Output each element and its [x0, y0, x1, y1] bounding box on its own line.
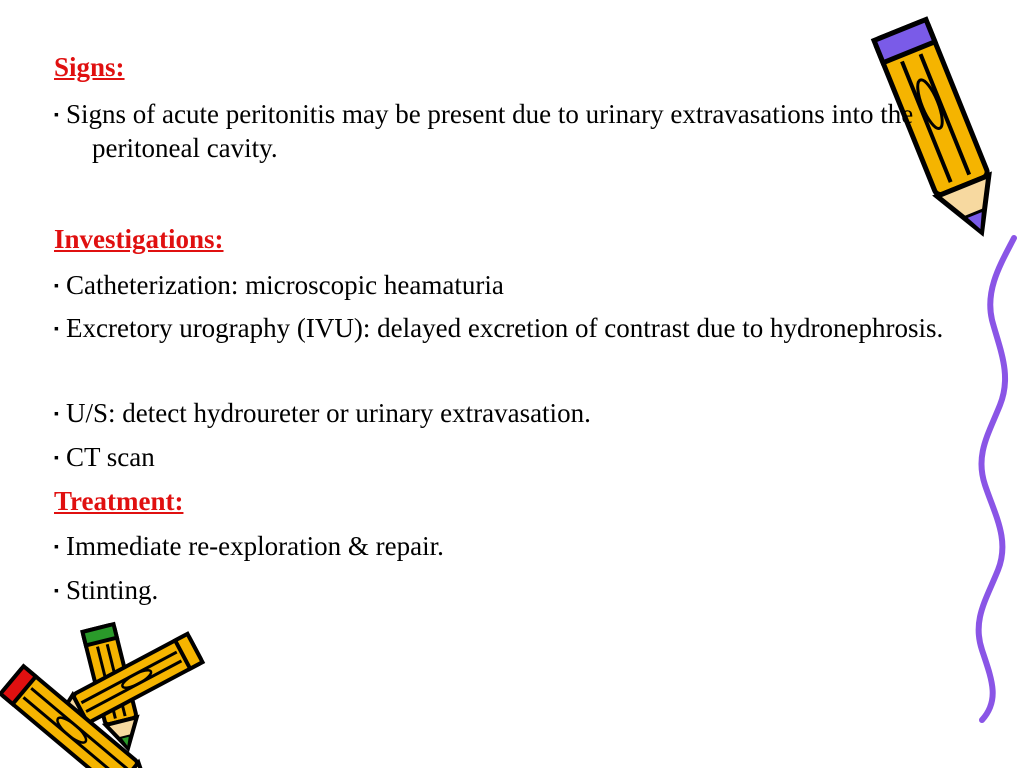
- investigations-bullet-2: [54, 312, 992, 346]
- bullet-icon: ▪: [54, 584, 59, 599]
- treatment-heading: Treatment:: [54, 486, 184, 516]
- bullet-text: Catheterization: microscopic heamaturia: [66, 270, 504, 300]
- signs-heading: Signs:: [54, 52, 125, 82]
- investigations-heading: Investigations:: [54, 224, 224, 254]
- investigations-bullet-4: [54, 441, 155, 475]
- bullet-text: Stinting.: [66, 575, 159, 605]
- wavy-line: [979, 238, 1014, 720]
- bullet-icon: ▪: [54, 540, 59, 555]
- bullet-text: CT scan: [66, 442, 155, 472]
- bullet-icon: ▪: [54, 451, 59, 466]
- treatment-bullet-2: [54, 574, 184, 608]
- investigations-bullet-1: [54, 269, 504, 303]
- bullet-text: Signs of acute peritonitis may be present due to urinary extravasations into the peritoneal cavity.: [66, 99, 914, 163]
- signs-bullet-1: [54, 98, 972, 164]
- bullet-text: Excretory urography (IVU): delayed excretion of contrast due to hydronephrosis.: [66, 313, 944, 343]
- bullet-icon: ▪: [54, 279, 59, 294]
- treatment-bullet-1: [54, 530, 444, 564]
- investigations-bullet-3: [54, 397, 591, 431]
- bullet-icon: ▪: [54, 407, 59, 422]
- bullet-text: Immediate re-exploration & repair.: [66, 531, 444, 561]
- bullet-text: U/S: detect hydroureter or urinary extravasation.: [66, 398, 591, 428]
- bullet-icon: ▪: [54, 108, 59, 123]
- bullet-icon: ▪: [54, 322, 59, 337]
